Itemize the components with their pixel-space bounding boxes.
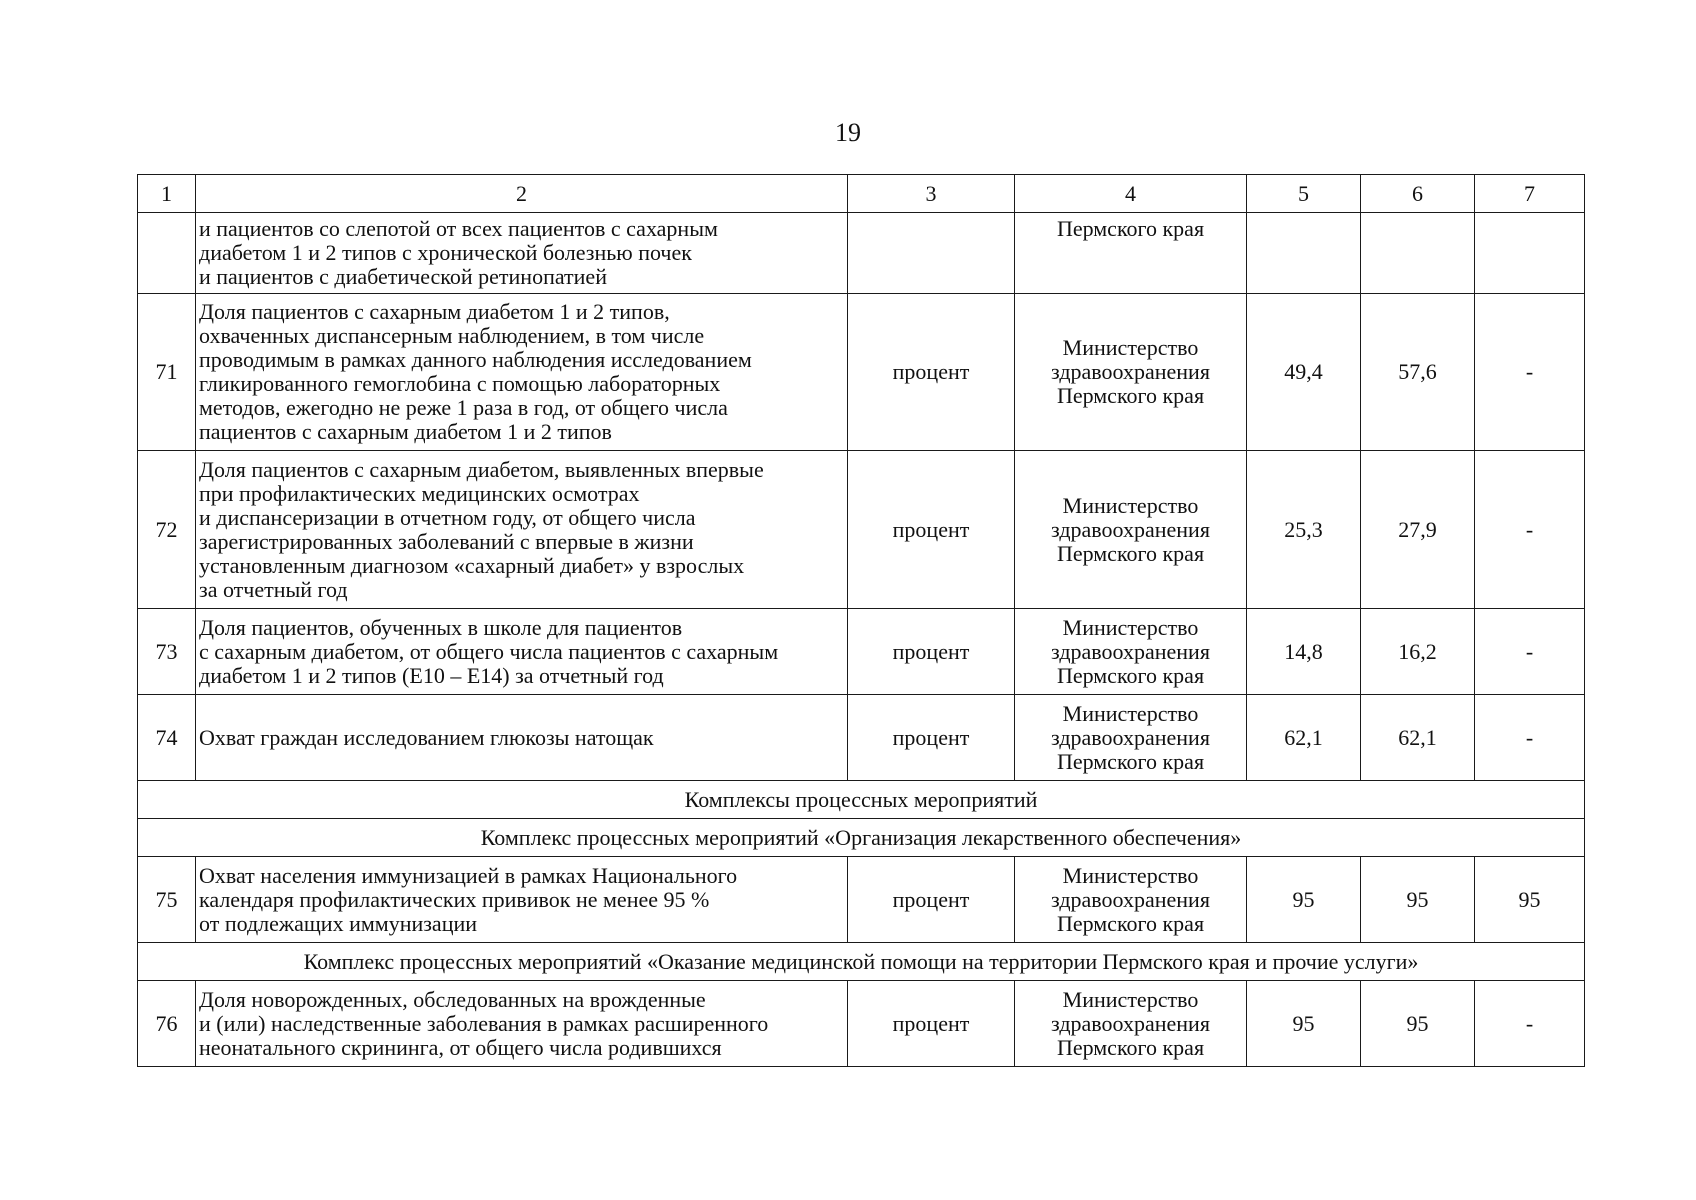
table-row — [138, 451, 1585, 609]
value-cell: 62,1 — [1247, 695, 1361, 781]
header-cell: 1 — [138, 175, 196, 213]
value-cell — [1361, 213, 1475, 294]
responsible-org: Министерство здравоохранения Пермского края — [1015, 857, 1247, 943]
unit-cell: процент — [848, 451, 1015, 609]
table-header-row — [138, 175, 1585, 213]
row-number: 71 — [138, 294, 196, 451]
page-number: 19 — [835, 118, 861, 147]
table-row — [138, 857, 1585, 943]
row-number: 76 — [138, 981, 196, 1067]
row-number: 72 — [138, 451, 196, 609]
responsible-org: Министерство здравоохранения Пермского края — [1015, 981, 1247, 1067]
indicator-description: Доля пациентов, обученных в школе для пациентов с сахарным диабетом, от общего числа пациентов с сахарным диабетом 1 и 2 типов (Е10 – Е14) за отчетный год — [196, 609, 848, 695]
value-cell: 27,9 — [1361, 451, 1475, 609]
row-number — [138, 213, 196, 294]
indicator-description: Доля пациентов с сахарным диабетом, выявленных впервые при профилактических медицинских осмотрах и диспансеризации в отчетном году, от общего числа зарегистрированных заболеваний с впервые в жизни установленным диагнозом «сахарный диабет» у взрослых за отчетный год — [196, 451, 848, 609]
responsible-org: Министерство здравоохранения Пермского края — [1015, 294, 1247, 451]
unit-cell: процент — [848, 695, 1015, 781]
value-cell: 16,2 — [1361, 609, 1475, 695]
unit-cell — [848, 213, 1015, 294]
header-cell: 6 — [1361, 175, 1475, 213]
value-cell: 95 — [1361, 981, 1475, 1067]
indicator-description: Доля новорожденных, обследованных на врожденные и (или) наследственные заболевания в рамках расширенного неонатального скрининга, от общего числа родившихся — [196, 981, 848, 1067]
row-number: 73 — [138, 609, 196, 695]
value-cell: - — [1475, 609, 1585, 695]
section-title: Комплекс процессных мероприятий «Организация лекарственного обеспечения» — [138, 819, 1585, 857]
value-cell: 57,6 — [1361, 294, 1475, 451]
section-row — [138, 781, 1585, 819]
indicator-description: Охват населения иммунизацией в рамках Национального календаря профилактических прививок не менее 95 % от подлежащих иммунизации — [196, 857, 848, 943]
value-cell: - — [1475, 451, 1585, 609]
header-cell: 7 — [1475, 175, 1585, 213]
responsible-org: Министерство здравоохранения Пермского края — [1015, 451, 1247, 609]
responsible-org: Пермского края — [1015, 213, 1247, 294]
unit-cell: процент — [848, 981, 1015, 1067]
value-cell: - — [1475, 981, 1585, 1067]
section-row — [138, 943, 1585, 981]
responsible-org: Министерство здравоохранения Пермского края — [1015, 695, 1247, 781]
row-number: 75 — [138, 857, 196, 943]
indicator-description: Охват граждан исследованием глюкозы натощак — [196, 695, 848, 781]
table-row — [138, 213, 1585, 294]
value-cell — [1475, 213, 1585, 294]
unit-cell: процент — [848, 294, 1015, 451]
section-title: Комплекс процессных мероприятий «Оказание медицинской помощи на территории Пермского края и прочие услуги» — [138, 943, 1585, 981]
value-cell: 95 — [1361, 857, 1475, 943]
value-cell: - — [1475, 294, 1585, 451]
value-cell: 62,1 — [1361, 695, 1475, 781]
section-title: Комплексы процессных мероприятий — [138, 781, 1585, 819]
value-cell: 49,4 — [1247, 294, 1361, 451]
table-row — [138, 294, 1585, 451]
unit-cell: процент — [848, 857, 1015, 943]
table-row — [138, 981, 1585, 1067]
header-cell: 2 — [196, 175, 848, 213]
value-cell: 95 — [1475, 857, 1585, 943]
responsible-org: Министерство здравоохранения Пермского края — [1015, 609, 1247, 695]
value-cell — [1247, 213, 1361, 294]
value-cell: 14,8 — [1247, 609, 1361, 695]
table-row — [138, 695, 1585, 781]
header-cell: 4 — [1015, 175, 1247, 213]
indicators-table — [137, 174, 1585, 1067]
header-cell: 3 — [848, 175, 1015, 213]
value-cell: 95 — [1247, 857, 1361, 943]
value-cell: 25,3 — [1247, 451, 1361, 609]
indicator-description: и пациентов со слепотой от всех пациентов с сахарным диабетом 1 и 2 типов с хронической болезнью почек и пациентов с диабетической ретинопатией — [196, 213, 848, 294]
indicator-description: Доля пациентов с сахарным диабетом 1 и 2 типов, охваченных диспансерным наблюдением, в том числе проводимым в рамках данного наблюдения исследованием гликированного гемоглобина с помощью лабораторных методов, ежегодно не реже 1 раза в год, от общего числа пациентов с сахарным диабетом 1 и 2 типов — [196, 294, 848, 451]
section-row — [138, 819, 1585, 857]
row-number: 74 — [138, 695, 196, 781]
table-row — [138, 609, 1585, 695]
unit-cell: процент — [848, 609, 1015, 695]
value-cell: - — [1475, 695, 1585, 781]
value-cell: 95 — [1247, 981, 1361, 1067]
header-cell: 5 — [1247, 175, 1361, 213]
